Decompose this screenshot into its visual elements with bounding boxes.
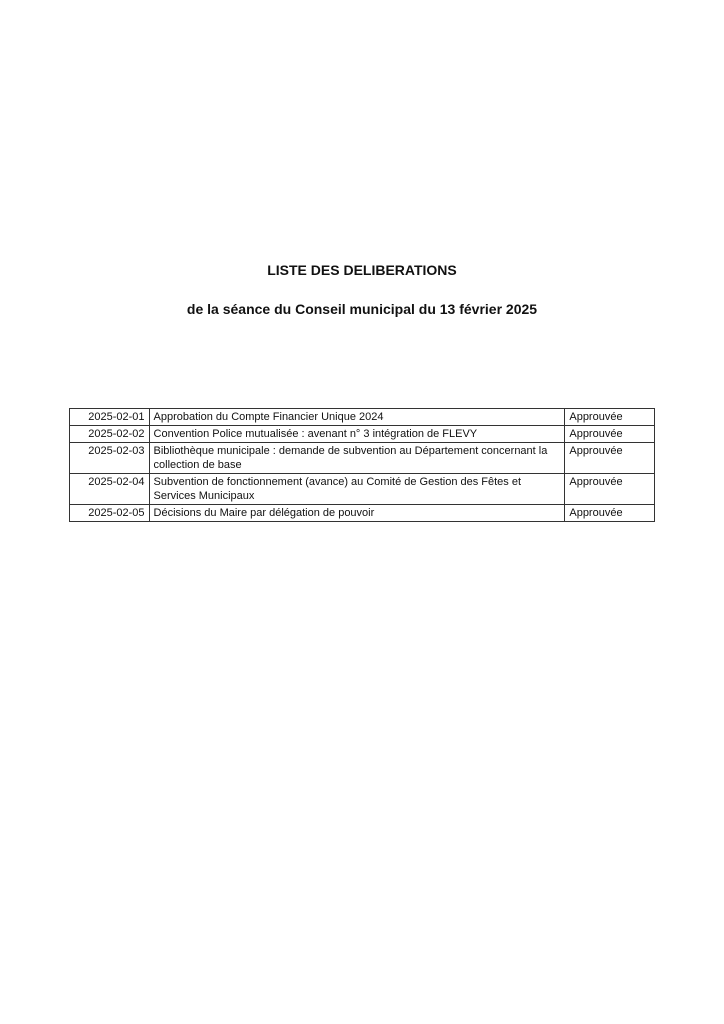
deliberation-subject: Subvention de fonctionnement (avance) au Comité de Gestion des Fêtes et Services Municipaux (149, 474, 565, 505)
deliberation-status: Approuvée (565, 443, 655, 474)
deliberation-number: 2025-02-01 (70, 409, 150, 426)
deliberation-status: Approuvée (565, 426, 655, 443)
deliberation-number: 2025-02-04 (70, 474, 150, 505)
table-row (70, 505, 655, 522)
table-row (70, 426, 655, 443)
deliberation-number: 2025-02-03 (70, 443, 150, 474)
deliberation-number: 2025-02-05 (70, 505, 150, 522)
document-subtitle: de la séance du Conseil municipal du 13 février 2025 (186, 301, 538, 317)
deliberation-status: Approuvée (565, 474, 655, 505)
deliberations-table (69, 408, 655, 522)
table-row (70, 474, 655, 505)
deliberation-subject: Décisions du Maire par délégation de pouvoir (149, 505, 565, 522)
table-row (70, 443, 655, 474)
deliberation-subject: Approbation du Compte Financier Unique 2024 (149, 409, 565, 426)
deliberation-subject: Bibliothèque municipale : demande de subvention au Département concernant la collection de base (149, 443, 565, 474)
deliberation-status: Approuvée (565, 409, 655, 426)
table-row (70, 409, 655, 426)
deliberation-number: 2025-02-02 (70, 426, 150, 443)
deliberation-subject: Convention Police mutualisée : avenant n° 3 intégration de FLEVY (149, 426, 565, 443)
document-title: LISTE DES DELIBERATIONS (267, 262, 457, 278)
deliberation-status: Approuvée (565, 505, 655, 522)
